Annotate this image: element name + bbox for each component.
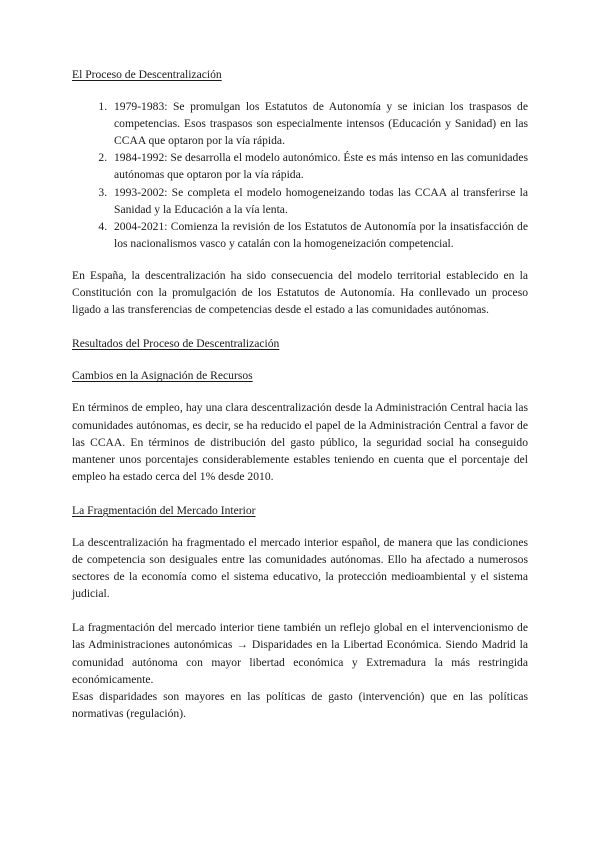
section-title-decentralization-process: El Proceso de Descentralización	[72, 68, 222, 81]
fragmentation-paragraph-1: La descentralización ha fragmentado el mercado interior español, de manera que las condiciones de competencia son desiguales entre las comunidades autónomas. Ello ha afectado a numerosos sectores de la economía como el sistema educativo, la protección medioambiental y el sistema judicial.	[72, 535, 528, 601]
section-title-results: Resultados del Proceso de Descentralización	[72, 337, 280, 351]
fragmentation-paragraph-2: La fragmentación del mercado interior tiene también un reflejo global en el intervencionismo de las Administraciones autonómicas → Disparidades en la Libertad Económica. Siendo Madrid la comunidad autónoma con mayor libertad económica y Extremadura la más restringida económicamente.	[72, 621, 528, 686]
resource-allocation-paragraph: En términos de empleo, hay una clara descentralización desde la Administración Central hacia las comunidades autónomas, es decir, se ha reducido el papel de la Administración Central a favor de las CCAA. En términos de distribución del gasto público, la seguridad social ha conseguido mantener unos porcentajes considerablemente estables teniendo en cuenta que el porcentaje del empleo ha estado cerca del 1% desde 2010.	[72, 401, 528, 483]
list-item: 3. 1993-2002: Se completa el modelo homogeneizando todas las CCAA al transferirse la Sanidad y la Educación a la vía lenta.	[110, 184, 528, 218]
list-item: 1. 1979-1983: Se promulgan los Estatutos de Autonomía y se inician los traspasos de competencias. Esos traspasos son especialmente intensos (Educación y Sanidad) en las CCAA que optaron por la vía rápida.	[110, 98, 528, 149]
fragmentation-paragraph-3: Esas disparidades son mayores en las políticas de gasto (intervención) que en las políticas normativas (regulación).	[72, 689, 528, 720]
subsection-title-market-fragmentation: La Fragmentación del Mercado Interior	[72, 503, 256, 517]
list-item: 2. 1984-1992: Se desarrolla el modelo autonómico. Éste es más intenso en las comunidades autónomas que optaron por la vía rápida.	[110, 149, 528, 183]
subsection-title-resource-allocation: Cambios en la Asignación de Recursos	[72, 369, 253, 383]
list-item: 4. 2004-2021: Comienza la revisión de los Estatutos de Autonomía por la insatisfacción de los nacionalismos vasco y catalán con la homogeneización competencial.	[110, 218, 528, 252]
timeline-list	[72, 98, 528, 252]
intro-paragraph: En España, la descentralización ha sido consecuencia del modelo territorial establecido en la Constitución con la promulgación de los Estatutos de Autonomía. Ha conllevado un proceso ligado a las transferencias de competencias desde el estado a las comunidades autónomas.	[72, 268, 528, 317]
document-page	[72, 66, 528, 722]
